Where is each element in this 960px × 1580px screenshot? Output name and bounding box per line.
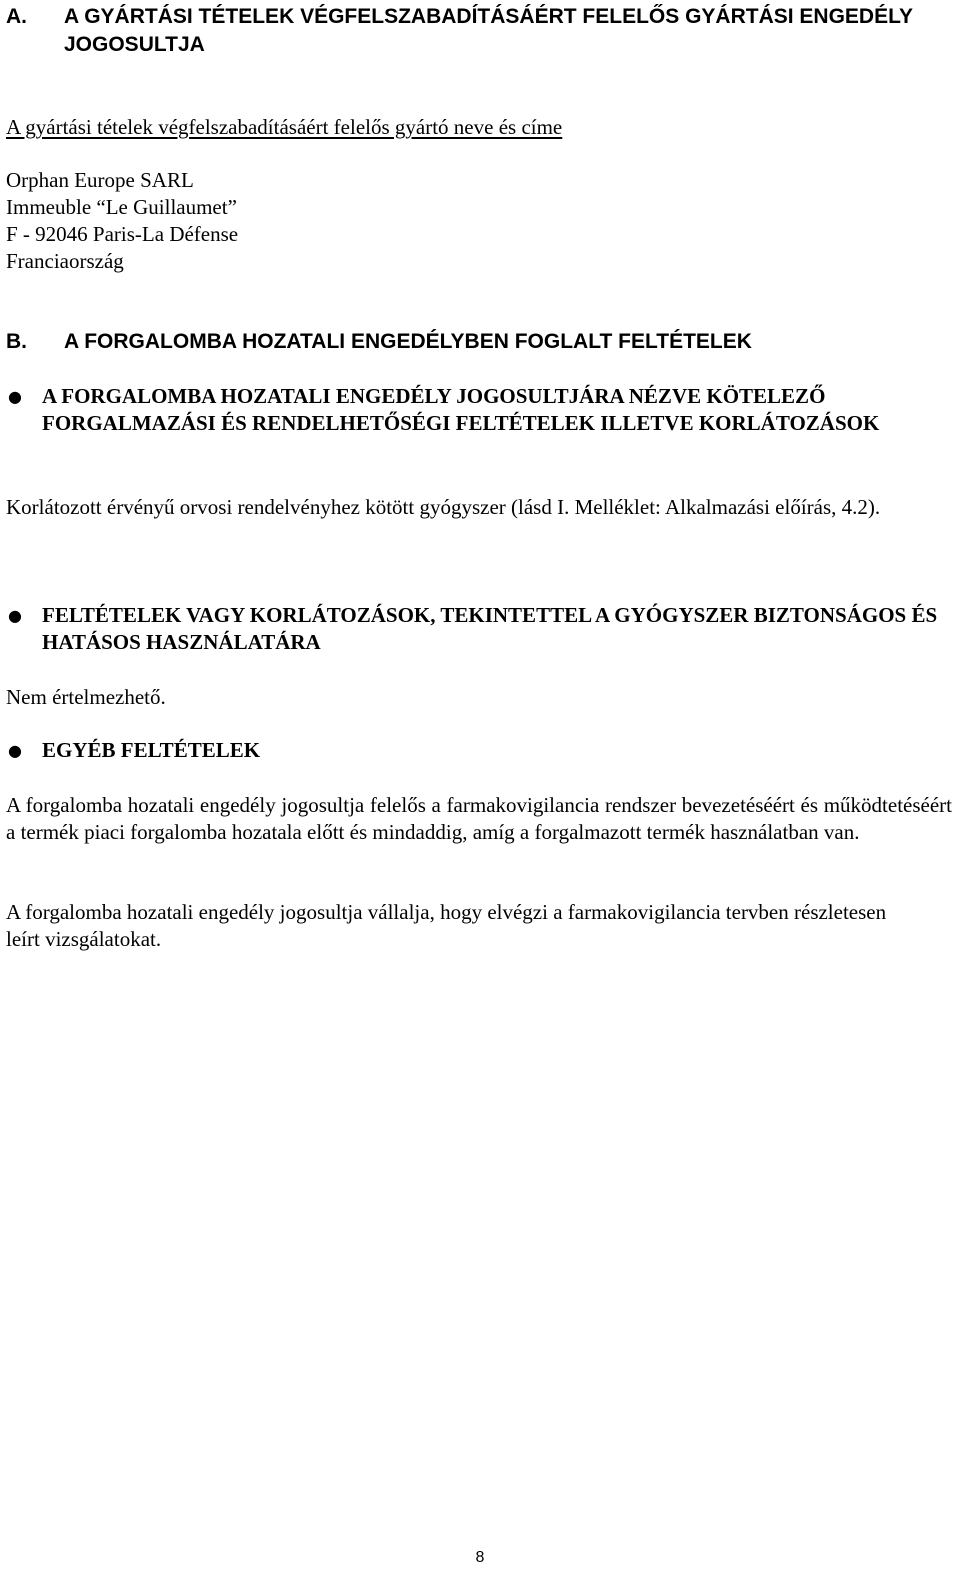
address-line: F - 92046 Paris-La Défense	[6, 222, 239, 246]
bullet-heading	[6, 737, 946, 764]
bullet-body: Korlátozott érvényű orvosi rendelvényhez kötött gyógyszer (lásd I. Melléklet: Alkalmazási előírás, 4.2).	[6, 495, 881, 519]
bullet-body: A forgalomba hozatali engedély jogosultja felelős a farmakovigilancia rendszer bevezetéséért és működtetéséért a termék piaci forgalomba hozatala előtt és mindaddig, amíg a forgalmazott termék használatban van.	[6, 793, 952, 844]
bullet-heading	[6, 383, 946, 437]
section-b-title: A FORGALOMBA HOZATALI ENGEDÉLYBEN FOGLALT FELTÉTELEK	[64, 330, 752, 353]
bullet-title: A FORGALOMBA HOZATALI ENGEDÉLY JOGOSULTJÁRA NÉZVE KÖTELEZŐ FORGALMAZÁSI ÉS RENDELHETŐSÉGI FELTÉTELEK ILLETVE KORLÁTOZÁSOK	[42, 384, 880, 435]
bullet-title: EGYÉB FELTÉTELEK	[42, 738, 261, 762]
address-line: Immeuble “Le Guillaumet”	[6, 195, 237, 219]
bullet-body-second: A forgalomba hozatali engedély jogosultja vállalja, hogy elvégzi a farmakovigilancia tervben részletesen leírt vizsgálatokat.	[6, 900, 887, 951]
section-a-letter: A.	[6, 5, 27, 28]
bullet-heading	[6, 602, 946, 656]
section-b-heading	[6, 328, 946, 356]
bullet-body: Nem értelmezhető.	[6, 685, 166, 709]
address-line: Franciaország	[6, 249, 124, 273]
address-line: Orphan Europe SARL	[6, 168, 194, 192]
section-a-title: A GYÁRTÁSI TÉTELEK VÉGFELSZABADÍTÁSÁÉRT FELELŐS GYÁRTÁSI ENGEDÉLY JOGOSULTJA	[64, 5, 913, 56]
bullet-icon: ●	[8, 741, 22, 760]
bullet-title: FELTÉTELEK VAGY KORLÁTOZÁSOK, TEKINTETTEL A GYÓGYSZER BIZTONSÁGOS ÉS HATÁSOS HASZNÁLATÁRA	[42, 603, 938, 654]
section-a-heading	[6, 3, 946, 59]
bullet-icon: ●	[8, 606, 22, 625]
manufacturer-heading: A gyártási tételek végfelszabadításáért felelős gyártó neve és címe	[6, 115, 563, 139]
bullet-icon: ●	[8, 387, 22, 406]
section-b-letter: B.	[6, 330, 27, 353]
manufacturer-address	[6, 167, 238, 275]
page-number: 8	[475, 1549, 485, 1566]
